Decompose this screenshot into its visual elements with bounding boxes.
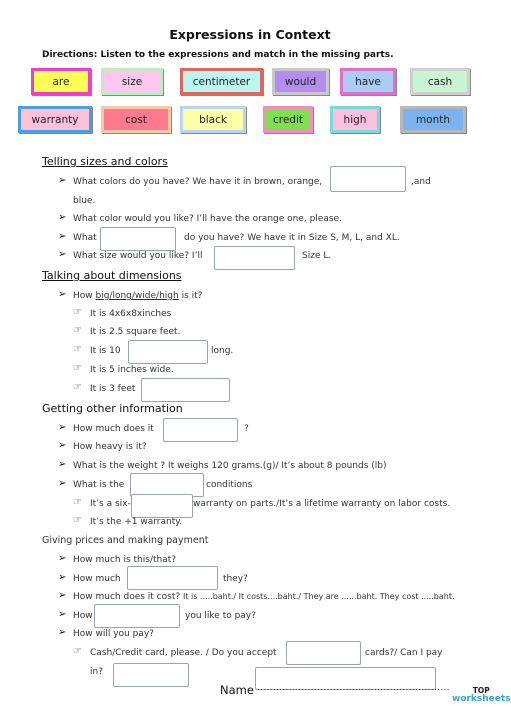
line-how: How: [73, 611, 93, 621]
line-colors-end: ,and: [411, 177, 431, 187]
pointing-hand-icon: ☞: [73, 363, 82, 374]
line-dim-4: It is 5 inches wide.: [90, 365, 174, 375]
answer-box-credit[interactable]: [286, 641, 361, 665]
pointing-hand-icon: ☞: [73, 646, 82, 657]
word-chip-size[interactable]: size: [101, 68, 163, 95]
line-conditions: conditions: [206, 480, 253, 490]
arrow-bullet-icon: ➢: [58, 440, 67, 451]
pointing-hand-icon: ☞: [73, 344, 82, 355]
word-chip-have[interactable]: have: [340, 68, 396, 95]
answer-box-month[interactable]: [131, 494, 193, 518]
line-how-much-does-end: ?: [244, 424, 249, 434]
name-label: Name: [220, 683, 254, 697]
brand-top: TOP: [472, 686, 490, 695]
line-pay: you like to pay?: [185, 611, 256, 621]
arrow-bullet-icon: ➢: [58, 553, 67, 564]
line-color-like: What color would you like? I’ll have the orange one, please.: [73, 214, 342, 224]
section-dimensions: Talking about dimensions: [42, 269, 182, 282]
answer-box-cost[interactable]: [163, 418, 238, 442]
line-how-much: How much: [73, 574, 121, 584]
answer-box-high[interactable]: [141, 378, 230, 402]
line-what: What: [73, 233, 97, 243]
line-colors-cont: blue.: [73, 196, 96, 206]
line-will-pay: How will you pay?: [73, 629, 154, 639]
answer-box-have[interactable]: [214, 246, 295, 270]
line-dim-5: It is 3 feet: [90, 384, 136, 394]
line-six: It’s a six-: [90, 499, 131, 509]
arrow-bullet-icon: ➢: [58, 478, 67, 489]
line-what-is-the: What is the: [73, 480, 125, 490]
word-chip-credit[interactable]: credit: [263, 106, 313, 133]
section-other-info: Getting other information: [42, 402, 183, 415]
arrow-bullet-icon: ➢: [58, 422, 67, 433]
line-heavy: How heavy is it?: [73, 442, 147, 452]
arrow-bullet-icon: ➢: [58, 249, 67, 260]
name-dots: .............................................................: [257, 683, 450, 693]
arrow-bullet-icon: ➢: [58, 590, 67, 601]
word-chip-are[interactable]: are: [31, 68, 91, 95]
word-chip-centimeter[interactable]: centimeter: [180, 68, 263, 95]
answer-box-centimeter[interactable]: [128, 340, 208, 364]
answer-box-color[interactable]: [330, 166, 406, 192]
arrow-bullet-icon: ➢: [58, 212, 67, 223]
line-dim-2: It is 2.5 square feet.: [90, 327, 181, 337]
pointing-hand-icon: ☞: [73, 325, 82, 336]
answer-box-size[interactable]: [100, 227, 176, 251]
arrow-bullet-icon: ➢: [58, 231, 67, 242]
line-how-much-is: How much is this/that?: [73, 555, 177, 565]
line-dim-3: It is 10: [90, 346, 121, 356]
brand-bottom: worksheets: [452, 694, 511, 704]
page-title: Expressions in Context: [169, 27, 331, 42]
arrow-bullet-icon: ➢: [58, 627, 67, 638]
line-they: they?: [223, 574, 248, 584]
pointing-hand-icon: ☞: [73, 515, 82, 526]
section-sizes-colors: Telling sizes and colors: [42, 155, 168, 168]
line-size-like-end: Size L.: [302, 251, 332, 261]
word-chip-month[interactable]: month: [400, 106, 466, 133]
line-weight: What is the weight ? It weighs 120 grams.(g)/ It’s about 8 pounds (lb): [73, 461, 387, 471]
answer-box-cash[interactable]: [113, 663, 189, 687]
section-prices: Giving prices and making payment: [42, 535, 209, 546]
pointing-hand-icon: ☞: [73, 382, 82, 393]
line-dim-3-end: long.: [211, 346, 234, 356]
word-chip-high[interactable]: high: [330, 106, 380, 133]
arrow-bullet-icon: ➢: [58, 175, 67, 186]
line-six-end: warranty on parts./It’s a lifetime warranty on labor costs.: [193, 499, 451, 509]
word-chip-black[interactable]: black: [180, 106, 246, 133]
word-chip-warranty[interactable]: warranty: [18, 106, 92, 133]
arrow-bullet-icon: ➢: [58, 609, 67, 620]
line-colors: What colors do you have? We have it in brown, orange,: [73, 177, 323, 187]
brand-logo: [452, 686, 511, 704]
line-how-much-does: How much does it: [73, 424, 154, 434]
word-chip-cash[interactable]: cash: [410, 68, 470, 95]
line-how-much-cost: How much does it cost? It is .....baht./ It costs....baht./ They are ......baht. They cost .....baht.: [73, 592, 455, 602]
answer-box-would[interactable]: [94, 604, 180, 628]
directions: Directions: Listen to the expressions and match in the missing parts.: [42, 50, 394, 60]
pointing-hand-icon: ☞: [73, 497, 82, 508]
arrow-bullet-icon: ➢: [58, 572, 67, 583]
line-accept-end: cards?/ Can I pay: [365, 648, 443, 658]
arrow-bullet-icon: ➢: [58, 459, 67, 470]
line-accept: Cash/Credit card, please. / Do you accept: [90, 648, 277, 658]
word-chip-cost[interactable]: cost: [101, 106, 171, 133]
word-chip-would[interactable]: would: [272, 68, 329, 95]
line-how: How big/long/wide/high is it?: [73, 291, 203, 301]
line-pay-in: in?: [90, 667, 103, 677]
line-dim-1: It is 4x6x8xinches: [90, 309, 172, 319]
answer-box-are[interactable]: [127, 566, 218, 590]
arrow-bullet-icon: ➢: [58, 289, 67, 300]
line-plus-one: It’s the +1 warranty.: [90, 517, 183, 527]
line-what-end: do you have? We have it in Size S, M, L, and XL.: [184, 233, 400, 243]
line-size-like: What size would you like? I’ll: [73, 251, 203, 261]
pointing-hand-icon: ☞: [73, 307, 82, 318]
